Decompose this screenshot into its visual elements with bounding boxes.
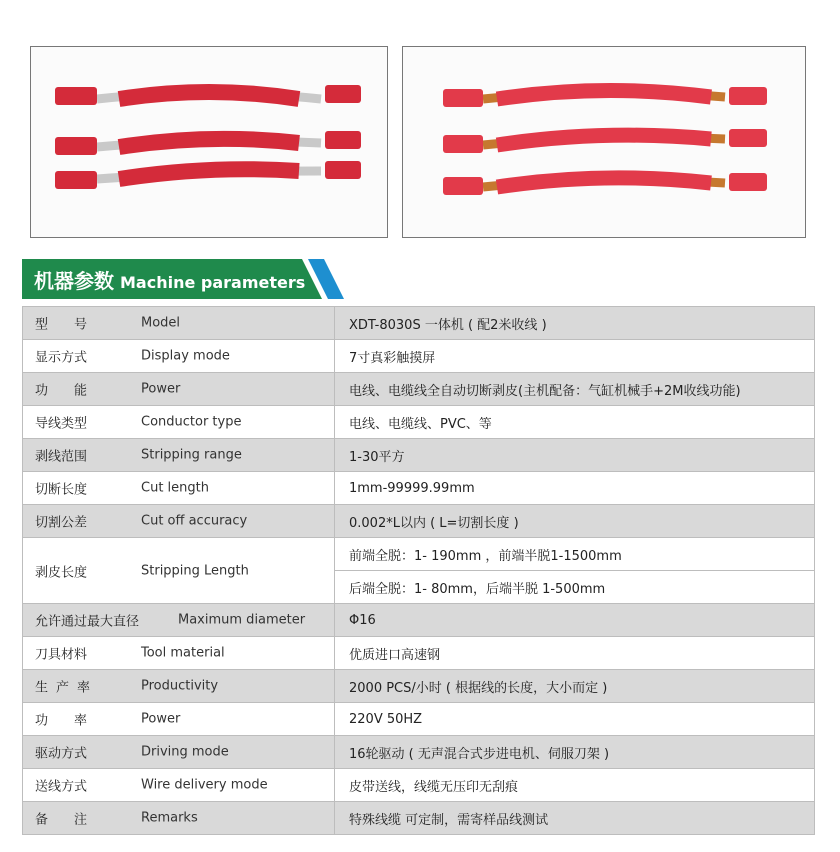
param-label-cn: 备注: [35, 812, 114, 828]
cable-2: [443, 129, 767, 153]
param-value: 220V 50HZ: [335, 703, 815, 736]
param-label-cn: 导线类型: [35, 416, 88, 432]
table-row: [23, 637, 815, 670]
cable-1: [55, 85, 361, 105]
table-row: [23, 406, 815, 439]
param-label-en: Power: [141, 711, 181, 727]
table-row: [23, 505, 815, 538]
table-row: [23, 703, 815, 736]
param-label-en: Model: [141, 315, 181, 331]
param-label-cn: 生产率: [35, 680, 99, 696]
param-label-cn: 剥皮长度: [35, 565, 88, 580]
param-label-en: Productivity: [141, 678, 219, 694]
cable-3: [55, 161, 361, 189]
param-label-en: Maximum diameter: [178, 612, 306, 628]
param-label-cn: 显示方式: [35, 350, 88, 366]
param-label-cn: 刀具材料: [35, 647, 88, 663]
table-row: [23, 472, 815, 505]
cable-photo-copper: [402, 46, 806, 238]
cable-3: [443, 173, 767, 195]
param-label-en: Driving mode: [141, 744, 229, 760]
param-value: 7寸真彩触摸屏: [335, 340, 815, 373]
param-value: XDT-8030S 一体机 ( 配2米收线 ): [335, 307, 815, 340]
param-label-en: Display mode: [141, 348, 230, 364]
param-value-secondary: 后端全脱：1- 80mm，后端半脱 1-500mm: [335, 571, 815, 604]
param-label-en: Conductor type: [141, 414, 242, 430]
param-label-cn: 型号: [35, 317, 114, 333]
param-label-cn: 驱动方式: [35, 746, 88, 762]
param-label-cn: 功率: [35, 713, 114, 729]
param-label-cn: 送线方式: [35, 779, 88, 795]
param-label-cn: 功能: [35, 383, 114, 399]
param-label-cn: 允许通过最大直径: [35, 614, 140, 630]
param-label-en: Wire delivery mode: [141, 777, 268, 793]
param-label-en: Remarks: [141, 810, 198, 826]
silver-cables-illustration: [31, 47, 387, 237]
param-value: Φ16: [335, 604, 815, 637]
table-row: [23, 670, 815, 703]
param-value: 2000 PCS/小时 ( 根据线的长度，大小而定 ): [335, 670, 815, 703]
table-row: [23, 340, 815, 373]
param-value: 0.002*L以内 ( L=切割长度 ): [335, 505, 815, 538]
param-label-en: Stripping Length: [141, 563, 249, 578]
table-row: [23, 439, 815, 472]
section-title: [34, 265, 305, 294]
param-value: 电线、电缆线全自动切断剥皮(主机配备：气缸机械手+2M收线功能): [335, 373, 815, 406]
param-value: 16轮驱动 ( 无声混合式步进电机、伺服刀架 ): [335, 736, 815, 769]
param-label-en: Stripping range: [141, 447, 242, 463]
table-row: [23, 373, 815, 406]
section-title-cn: 机器参数: [34, 269, 114, 293]
param-label-en: Cut off accuracy: [141, 513, 248, 529]
param-label-en: Tool material: [141, 645, 225, 661]
param-value: 特殊线缆 可定制，需寄样品线测试: [335, 802, 815, 835]
param-label-en: Cut length: [141, 480, 209, 496]
param-label-en: Power: [141, 381, 181, 397]
param-value: 前端全脱：1- 190mm ，前端半脱1-1500mm: [335, 538, 815, 571]
cable-1: [443, 87, 767, 107]
table-row: [23, 769, 815, 802]
table-row: [23, 802, 815, 835]
copper-cables-illustration: [403, 47, 805, 237]
param-label-cn: 切断长度: [35, 482, 88, 498]
table-row: [23, 538, 815, 571]
param-value: 1mm-99999.99mm: [335, 472, 815, 505]
cable-photo-silver: [30, 46, 388, 238]
param-label-cn: 剥线范围: [35, 449, 88, 465]
table-row: [23, 307, 815, 340]
section-title-en: Machine parameters: [120, 273, 306, 292]
parameter-table: [22, 306, 815, 835]
param-value: 优质进口高速钢: [335, 637, 815, 670]
table-row: [23, 604, 815, 637]
param-value: 皮带送线，线缆无压印无刮痕: [335, 769, 815, 802]
section-banner: [22, 259, 342, 299]
cable-2: [55, 131, 361, 155]
param-label-cn: 切割公差: [35, 515, 88, 531]
param-value: 电线、电缆线、PVC、等: [335, 406, 815, 439]
table-row: [23, 736, 815, 769]
param-value: 1-30平方: [335, 439, 815, 472]
